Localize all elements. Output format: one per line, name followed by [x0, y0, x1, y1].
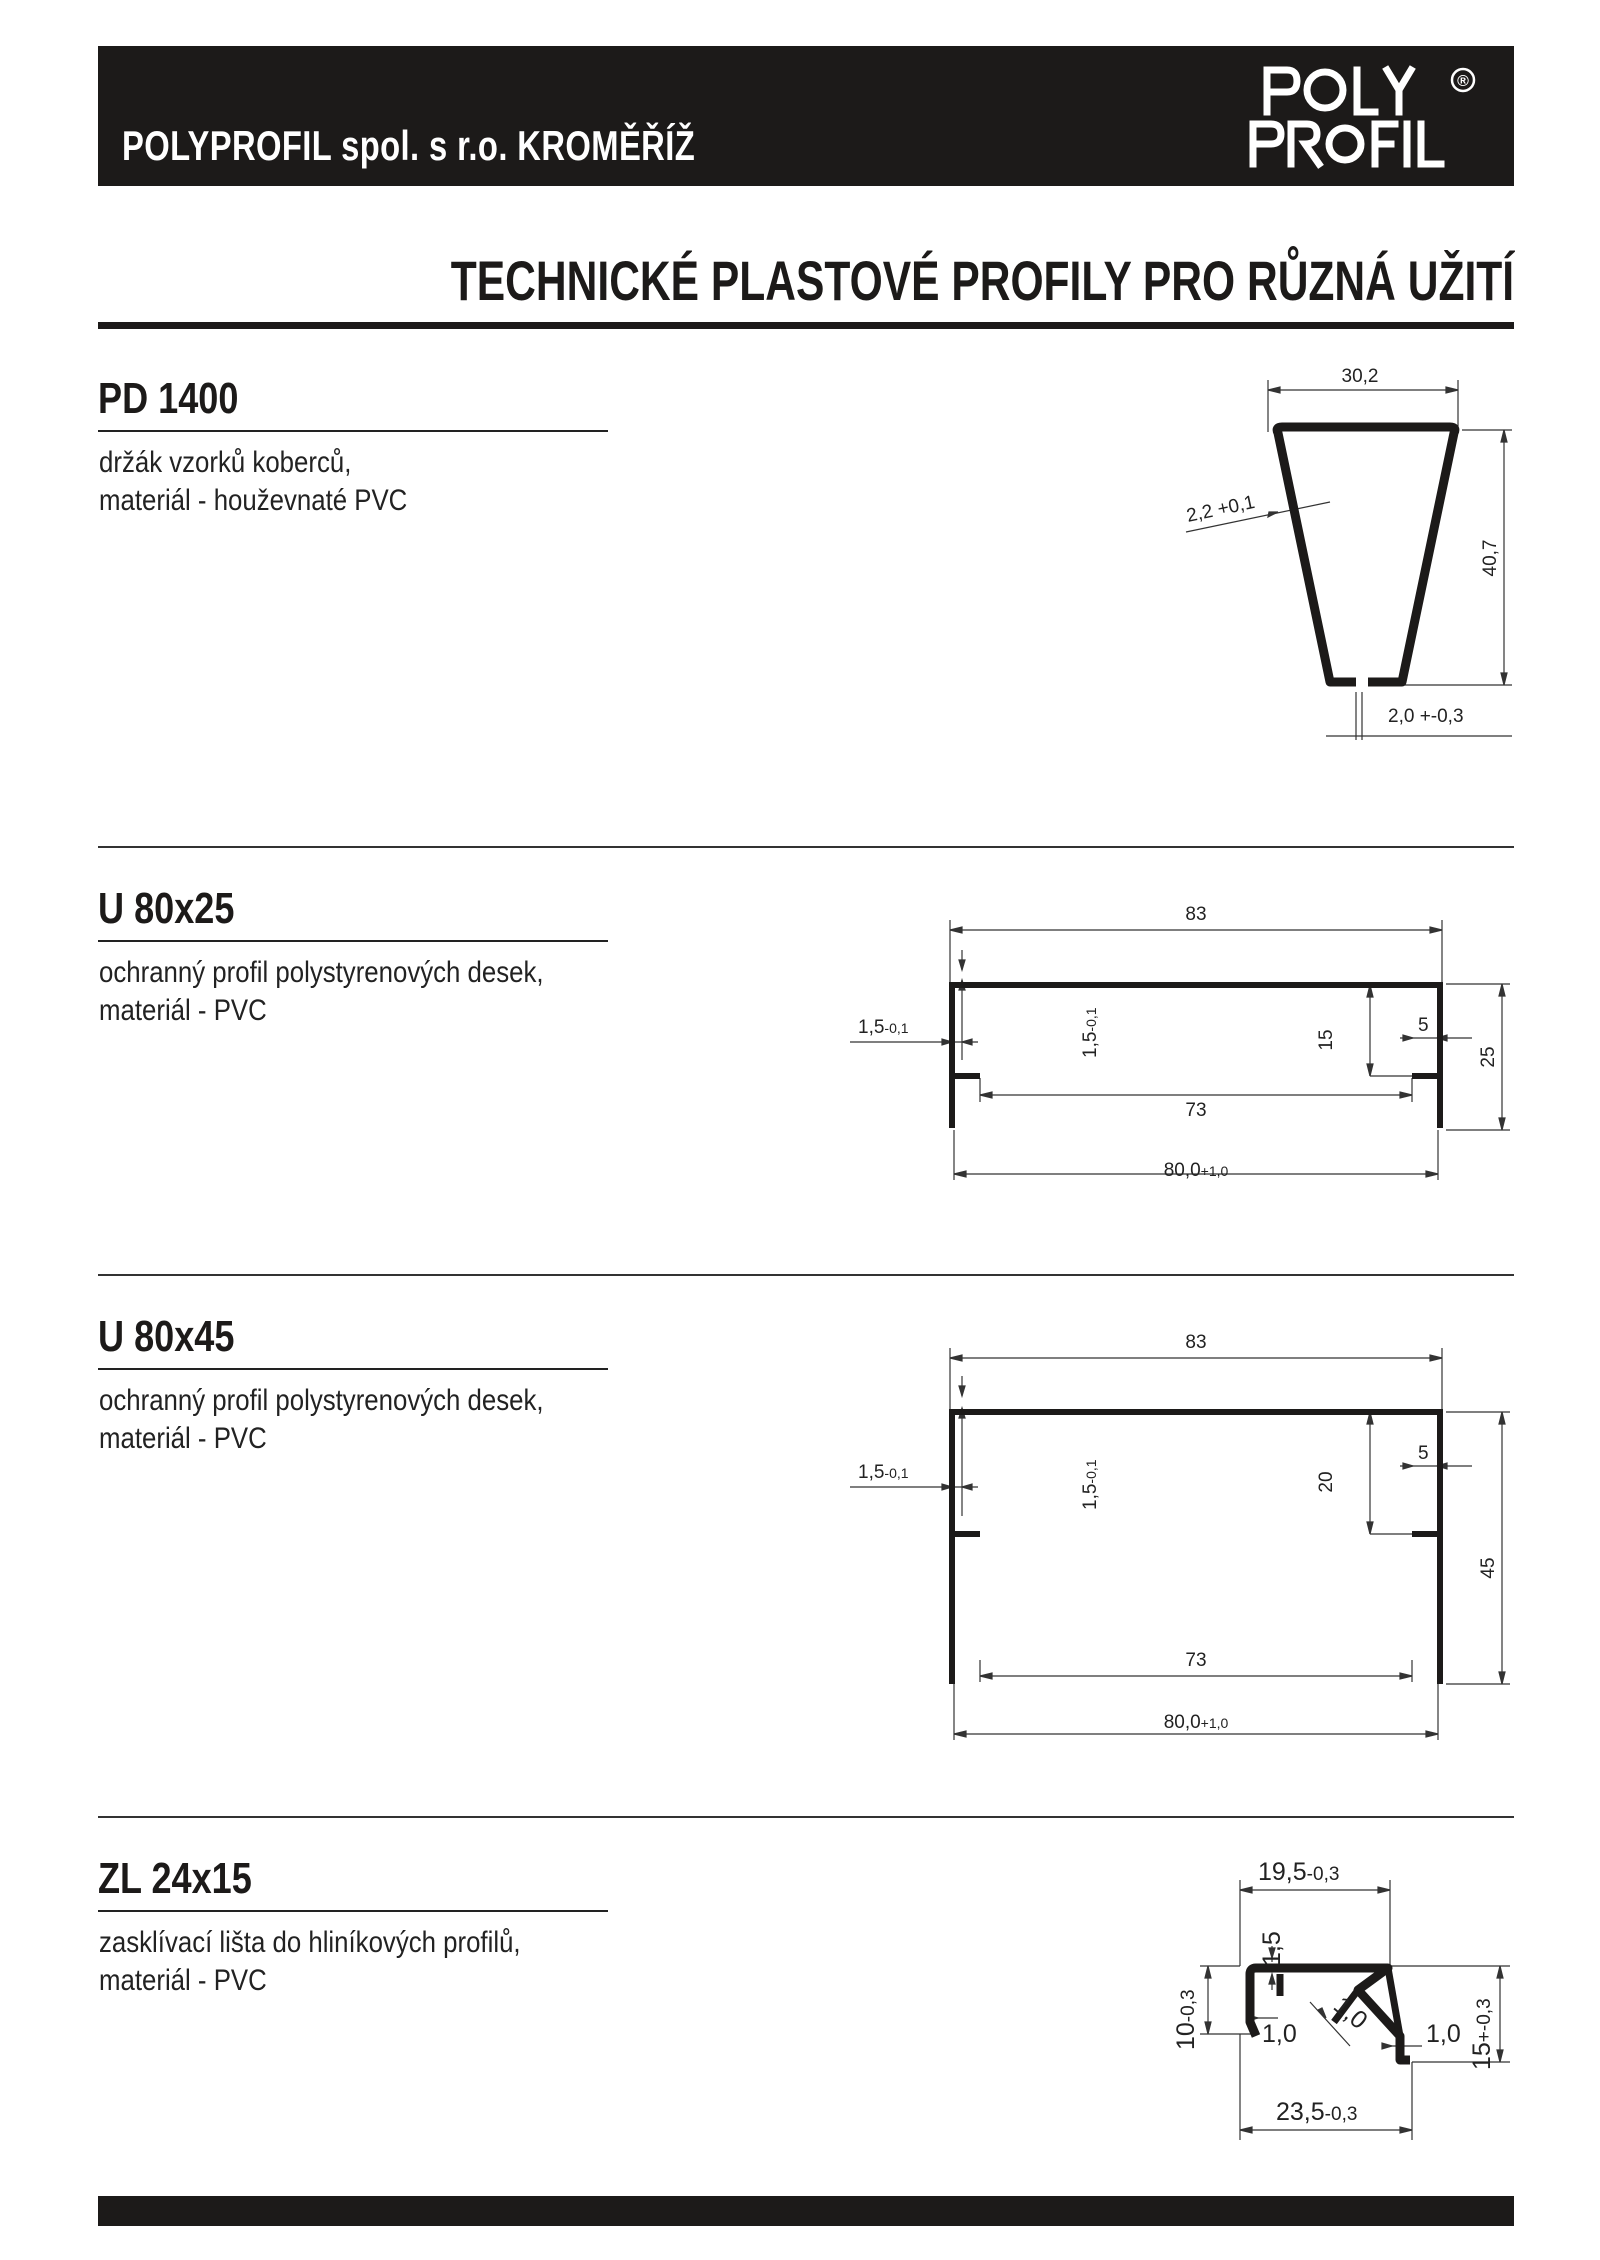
product-desc-line: ochranný profil polystyrenových desek, — [99, 1384, 544, 1417]
product-desc-line: zasklívací lišta do hliníkových profilů, — [99, 1926, 521, 1959]
section-divider — [98, 1816, 1514, 1818]
dim-outer: 83 — [1185, 904, 1207, 925]
drawing-pd1400 — [1170, 360, 1530, 760]
product-desc-line: držák vzorků koberců, — [99, 446, 352, 479]
product-underline — [98, 1368, 608, 1370]
drawing-u80x25 — [850, 890, 1530, 1210]
product-underline — [98, 940, 608, 942]
dim-gap: 2,0 +-0,3 — [1388, 706, 1464, 727]
dim-wall1: 1,0 — [1262, 2020, 1297, 2048]
dim-wall2: 1,0 — [1426, 2020, 1461, 2048]
dim-lip-w: 5 — [1418, 1443, 1429, 1464]
dim-diag: 1,0 — [1328, 1991, 1373, 2035]
product-underline — [98, 430, 608, 432]
footer-bar — [98, 2196, 1514, 2226]
dim-wall: 2,2 +0,1 — [1184, 491, 1257, 527]
product-desc-line: materiál - PVC — [99, 1422, 267, 1455]
section-divider — [98, 1274, 1514, 1276]
dim-width: 80,0+1,0 — [1163, 1160, 1229, 1181]
dim-lip-w: 5 — [1418, 1015, 1429, 1036]
page-title: TECHNICKÉ PLASTOVÉ PROFILY PRO RŮZNÁ UŽITÍ — [450, 249, 1514, 312]
dim-bottom-w: 23,5-0,3 — [1276, 2098, 1358, 2126]
product-title-pd1400: PD 1400 — [98, 374, 239, 423]
dim-inner: 73 — [1185, 1650, 1207, 1671]
dim-wall-top: 1,5-0,1 — [1080, 1007, 1101, 1058]
dim-left-h: 10-0,3 — [1172, 1989, 1200, 2050]
product-title-zl24x15: ZL 24x15 — [98, 1854, 252, 1903]
dim-wall-side: 1,5-0,1 — [858, 1017, 909, 1038]
drawing-u80x45 — [850, 1320, 1530, 1760]
dim-lip: 15 — [1316, 1029, 1337, 1051]
dim-wall-side: 1,5-0,1 — [858, 1462, 909, 1483]
product-desc-line: materiál - houževnaté PVC — [99, 484, 408, 517]
product-title-u80x25: U 80x25 — [98, 884, 235, 933]
dim-height: 25 — [1478, 1046, 1499, 1068]
dim-lip: 20 — [1316, 1471, 1337, 1493]
polyprofil-logo — [1245, 62, 1485, 172]
product-desc-line: materiál - PVC — [99, 994, 267, 1027]
dim-outer: 83 — [1185, 1332, 1207, 1353]
drawing-zl24x15 — [1160, 1850, 1540, 2150]
dim-inner: 73 — [1185, 1100, 1207, 1121]
product-underline — [98, 1910, 608, 1912]
dim-height: 45 — [1478, 1557, 1499, 1579]
dim-width: 80,0+1,0 — [1163, 1712, 1229, 1733]
dim-height: 40,7 — [1480, 539, 1501, 577]
dim-top-w: 19,5-0,3 — [1258, 1858, 1340, 1886]
dim-top-t: 1,5 — [1258, 1931, 1286, 1966]
product-desc-line: materiál - PVC — [99, 1964, 267, 1997]
section-divider — [98, 846, 1514, 848]
product-title-u80x45: U 80x45 — [98, 1312, 235, 1361]
dim-width: 30,2 — [1341, 366, 1379, 387]
company-name: POLYPROFIL spol. s r.o. KROMĚŘÍŽ — [122, 122, 696, 169]
title-rule — [98, 322, 1514, 329]
product-desc-line: ochranný profil polystyrenových desek, — [99, 956, 544, 989]
dim-right-h: 15+-0,3 — [1468, 1998, 1496, 2070]
registered-mark: ® — [1457, 73, 1469, 90]
dim-wall-top: 1,5-0,1 — [1080, 1459, 1101, 1510]
